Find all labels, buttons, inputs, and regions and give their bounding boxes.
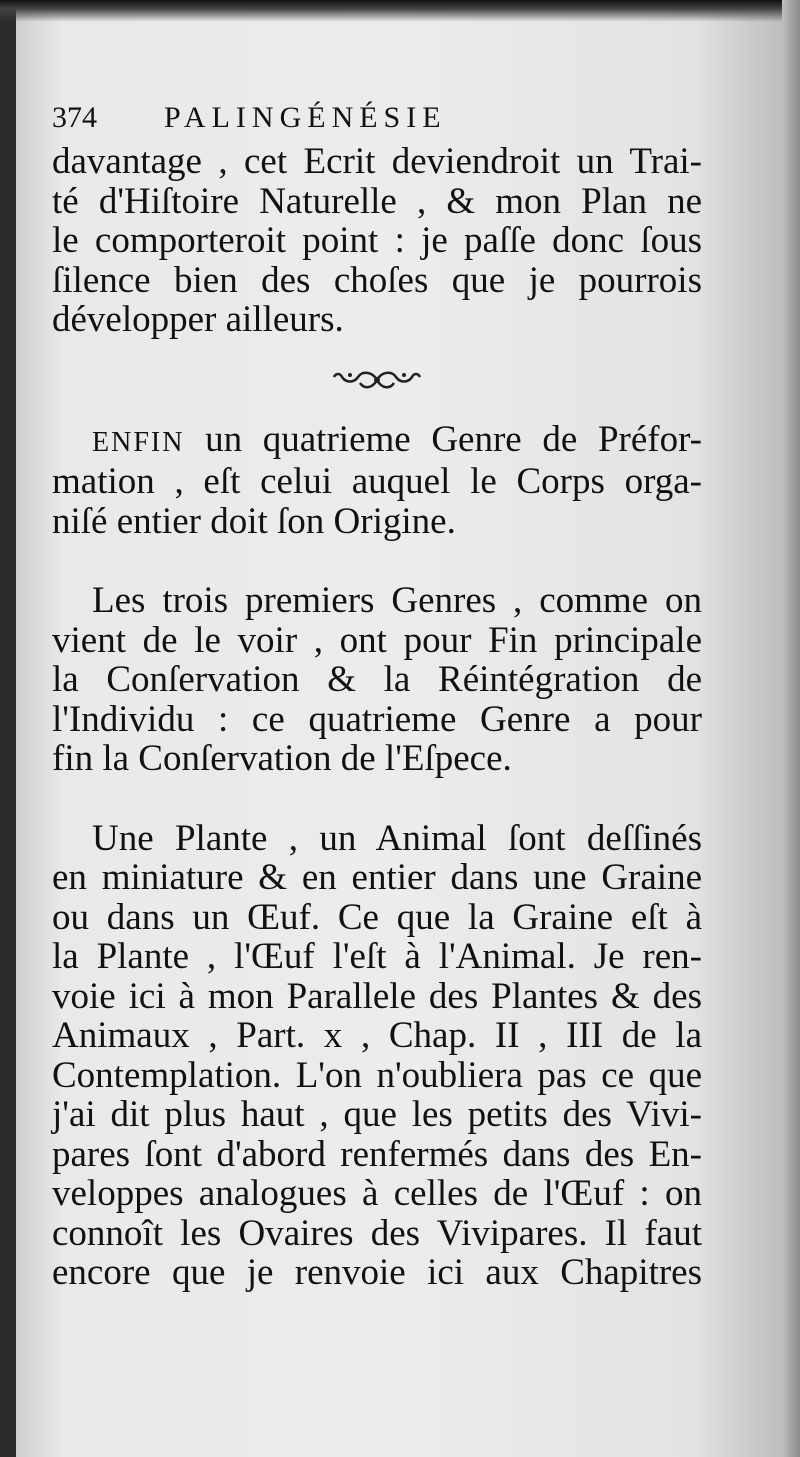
text-line: vient de le voir , ont pour Fin principale [52,619,702,661]
paragraph-3 [52,581,702,779]
text-line: la Conſervation & la Réintégration de [52,659,702,700]
small-caps-lead: ENFIN [92,426,185,458]
text-line: davantage , cet Ecrit deviendroit un Trai- [52,141,702,182]
text-line: développer ailleurs. [52,299,344,340]
paragraph-gap [52,541,702,581]
text-line: fin la Conſervation de l'Eſpece. [52,738,512,779]
text-line: ENFIN un quatrieme Genre de Préfor- [92,418,702,460]
paragraph-2 [52,420,702,542]
text-line: encore que je renvoie ici aux Chapitres [52,1252,702,1293]
text-line: Une Plante , un Animal ſont deſſinés [92,817,702,859]
text-line: niſé entier doit ſon Origine. [52,500,456,542]
text-line: le comporteroit point : je paſſe donc ſous [52,220,702,261]
text-line: ſilence bien des choſes que je pourrois [52,259,702,301]
paragraph-4 [52,819,702,1293]
running-title: PALINGÉNÉSIE [164,101,447,134]
text-line: voie ici à mon Parallele des Plantes & des [52,975,702,1017]
fleuron-icon [332,367,422,393]
paragraph-1 [52,142,702,340]
page-top-shadow [0,0,784,22]
text-line: Animaux , Part. x , Chap. II , III de la [52,1015,702,1056]
text-line: Les trois premiers Genres , comme on [92,580,702,621]
text-line: j'ai dit plus haut , que les petits des Vivi- [52,1094,702,1135]
text-line: mation , eſt celui auquel le Corps orga- [52,461,702,502]
page-right-edge [782,0,800,1457]
book-page [16,6,784,1457]
text-line: Contemplation. L'on n'oubliera pas ce que [52,1054,702,1096]
page-number: 374 [52,101,97,134]
text-line: pares ſont d'abord renfermés dans des En- [52,1133,702,1175]
text-line: connoît les Ovaires des Vivipares. Il faut [52,1212,702,1254]
ornament-row [52,340,702,420]
page-text [52,98,702,1293]
text-line: en miniature & en entier dans une Graine [52,857,702,898]
text-line: ou dans un Œuf. Ce que la Graine eſt à [52,896,702,938]
text-line: l'Individu : ce quatrieme Genre a pour [52,698,702,740]
text-line: la Plante , l'Œuf l'eſt à l'Animal. Je ren- [52,936,702,977]
page-header [52,98,702,142]
text-line: veloppes analogues à celles de l'Œuf : on [52,1173,702,1214]
text-line: té d'Hiſtoire Naturelle , & mon Plan ne [52,180,702,222]
paragraph-gap [52,779,702,819]
